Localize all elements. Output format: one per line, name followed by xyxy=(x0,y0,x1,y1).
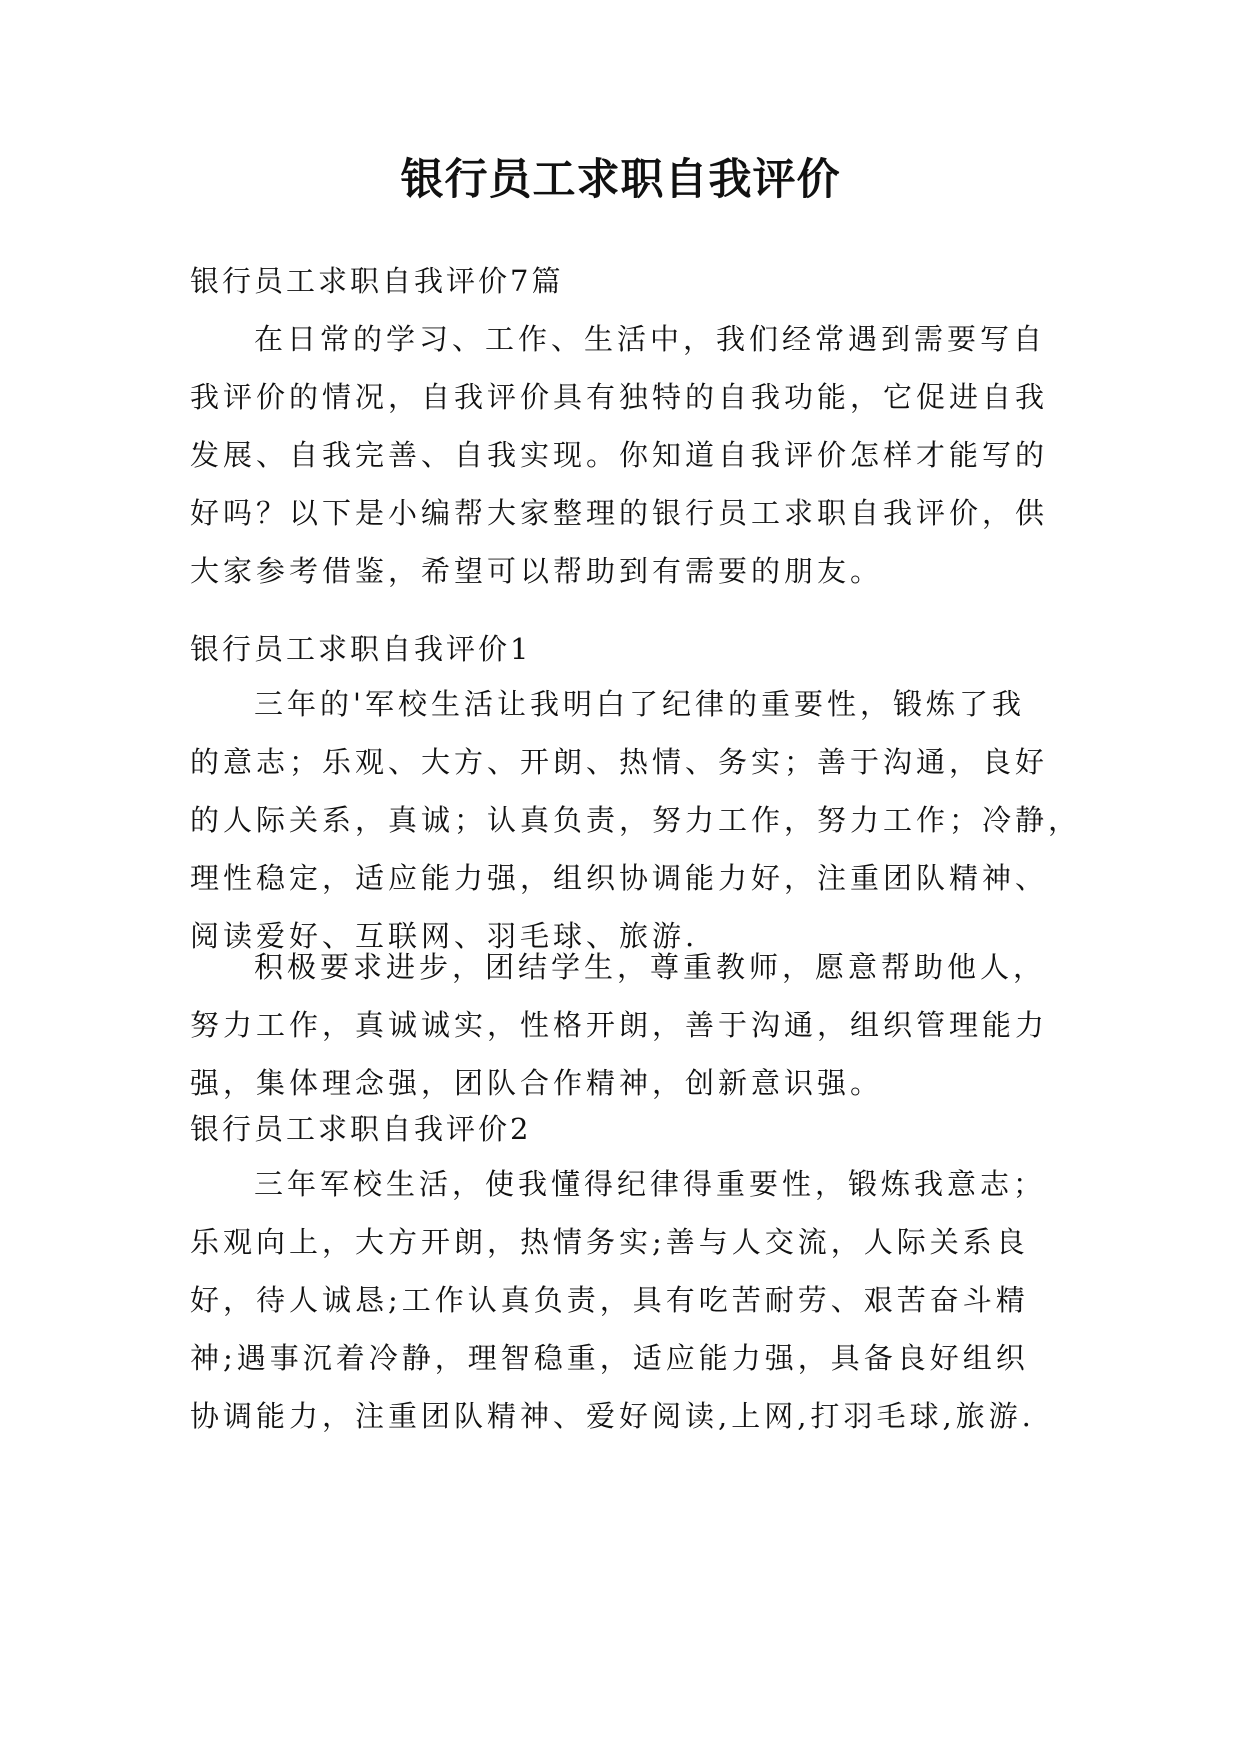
document-subtitle: 银行员工求职自我评价7篇 xyxy=(190,264,564,298)
paragraph-line: 大家参考借鉴，希望可以帮助到有需要的朋友。 xyxy=(190,554,884,588)
paragraph-line: 乐观向上，大方开朗，热情务实;善与人交流，人际关系良 xyxy=(190,1225,1029,1259)
section-heading-2: 银行员工求职自我评价2 xyxy=(190,1112,532,1146)
section-heading-1: 银行员工求职自我评价1 xyxy=(190,632,532,666)
paragraph-line: 理性稳定，适应能力强，组织协调能力好，注重团队精神、 xyxy=(190,861,1049,895)
intro-paragraph xyxy=(190,310,1070,600)
paragraph-line: 三年军校生活，使我懂得纪律得重要性，锻炼我意志； xyxy=(254,1167,1047,1201)
paragraph-line: 三年的'军校生活让我明白了纪律的重要性，锻炼了我 xyxy=(254,687,1025,721)
paragraph-line: 的意志；乐观、大方、开朗、热情、务实；善于沟通，良好 xyxy=(190,745,1049,779)
paragraph-line: 努力工作，真诚诚实，性格开朗，善于沟通，组织管理能力 xyxy=(190,1008,1049,1042)
paragraph-line: 协调能力，注重团队精神、爱好阅读,上网,打羽毛球,旅游. xyxy=(190,1399,1035,1433)
paragraph-line: 强，集体理念强，团队合作精神，创新意识强。 xyxy=(190,1066,884,1100)
section1-paragraph-2 xyxy=(190,938,1070,1112)
paragraph-line: 在日常的学习、工作、生活中，我们经常遇到需要写自 xyxy=(254,322,1047,356)
paragraph-line: 发展、自我完善、自我实现。你知道自我评价怎样才能写的 xyxy=(190,438,1049,472)
paragraph-line: 好吗？以下是小编帮大家整理的银行员工求职自我评价，供 xyxy=(190,496,1049,530)
paragraph-line: 的人际关系，真诚；认真负责，努力工作，努力工作；冷静， xyxy=(190,803,1082,837)
section2-paragraph-1 xyxy=(190,1155,1070,1445)
paragraph-line: 神;遇事沉着冷静，理智稳重，适应能力强，具备良好组织 xyxy=(190,1341,1029,1375)
paragraph-line: 积极要求进步，团结学生，尊重教师，愿意帮助他人， xyxy=(254,950,1047,984)
paragraph-line: 好，待人诚恳;工作认真负责，具有吃苦耐劳、艰苦奋斗精 xyxy=(190,1283,1029,1317)
page-title: 银行员工求职自我评价 xyxy=(400,155,841,205)
paragraph-line: 我评价的情况，自我评价具有独特的自我功能，它促进自我 xyxy=(190,380,1049,414)
paragraph-line: 阅读爱好、互联网、羽毛球、旅游. xyxy=(190,919,699,953)
section1-paragraph-1 xyxy=(190,675,1082,965)
